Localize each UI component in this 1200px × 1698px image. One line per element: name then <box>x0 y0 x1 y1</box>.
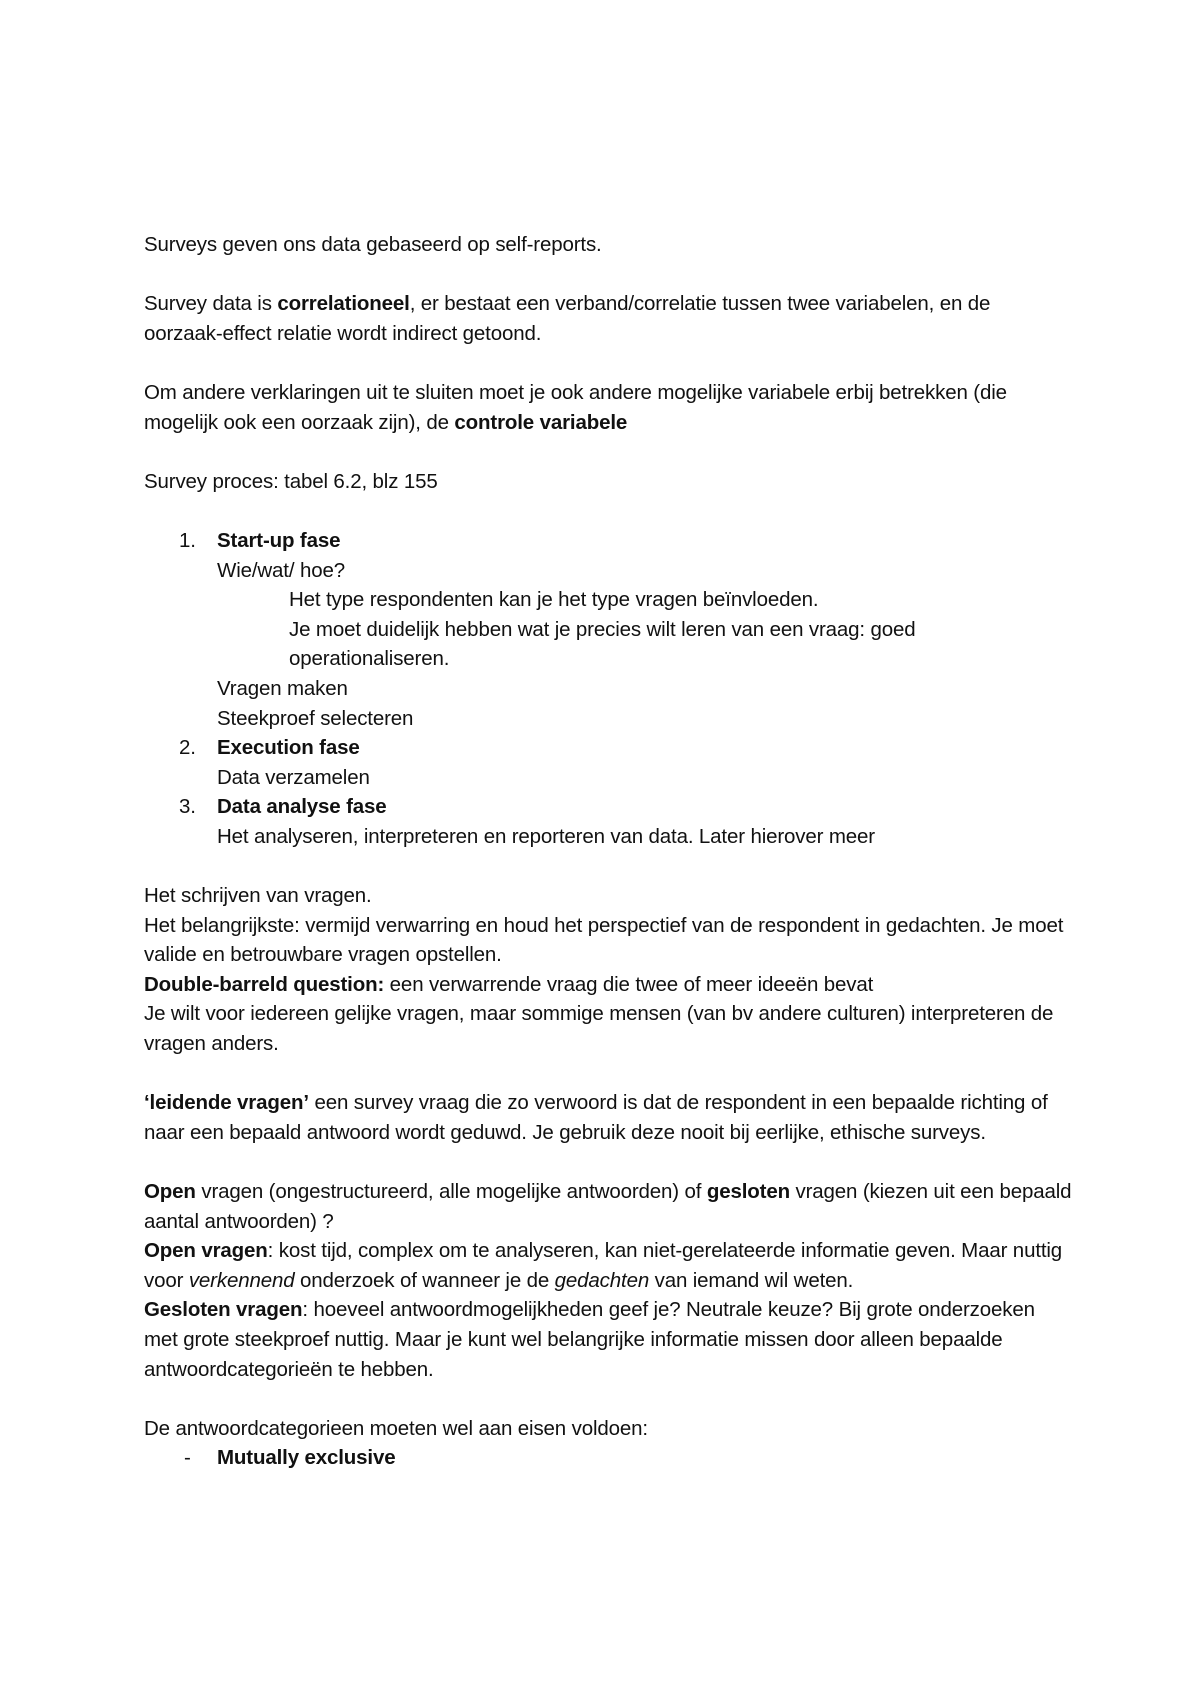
phase-line: Vragen maken <box>217 676 348 700</box>
paragraph-leading-questions <box>144 1088 1074 1147</box>
list-number: 3. <box>179 795 196 819</box>
text: Survey data is <box>144 292 278 316</box>
phase-title: Execution fase <box>217 736 360 760</box>
bold-term-correlationeel: correlationeel <box>277 292 410 316</box>
phase-line: Wie/wat/ hoe? <box>217 558 345 582</box>
list-item-mutually-exclusive <box>144 1443 1074 1473</box>
text: onderzoek of wanneer je de <box>294 1268 555 1292</box>
bold-term-open-vragen: Open vragen <box>144 1239 268 1263</box>
bold-term-open: Open <box>144 1180 196 1203</box>
text: vragen (ongestructureerd, alle mogelijke antwoorden) of <box>195 1180 707 1203</box>
list-item-phase-2 <box>144 733 1074 763</box>
paragraph-writing-questions: Het schrijven van vragen. <box>144 884 372 908</box>
italic-term-verkennend: verkennend <box>188 1268 295 1292</box>
bold-term-controle-variabele: controle variabele <box>454 410 628 434</box>
text: Om andere verklaringen uit te sluiten moet je ook andere mogelijke variabele erbij betrekken (die mogelijk ook een oorzaak zijn), de <box>144 380 1007 434</box>
list-number: 2. <box>179 736 196 760</box>
text: : kost tijd, complex om te analyseren, kan niet-gerelateerde informatie geven. Maar nuttig voor <box>144 1239 1063 1292</box>
bold-term-mutually-exclusive: Mutually exclusive <box>217 1446 396 1470</box>
phase-list <box>144 526 1074 852</box>
paragraph-correlational <box>144 289 1074 348</box>
text: een verwarrende vraag die twee of meer ideeën bevat <box>384 972 874 996</box>
list-item-phase-1 <box>144 526 1074 556</box>
text: , er bestaat een verband/correlatie tussen twee variabelen, en de oorzaak-effect relatie wordt indirect getoond. <box>144 292 991 345</box>
document-page <box>144 230 1074 1473</box>
phase-subline: operationaliseren. <box>289 647 450 671</box>
phase-subline: Je moet duidelijk hebben wat je precies wilt leren van een vraag: goed <box>289 617 916 641</box>
list-bullet: - <box>184 1446 191 1470</box>
paragraph-requirements: De antwoordcategorieen moeten wel aan eisen voldoen: <box>144 1416 648 1440</box>
text: vragen (kiezen uit een bepaald aantal antwoorden) ? <box>144 1180 1072 1233</box>
paragraph-open-questions <box>144 1236 1074 1295</box>
phase-title: Data analyse fase <box>217 795 387 819</box>
paragraph-surveys-intro: Surveys geven ons data gebaseerd op self-reports. <box>144 233 602 256</box>
text: een survey vraag die zo verwoord is dat de respondent in een bepaalde richting of naar een bepaald antwoord wordt geduwd. Je gebruik deze nooit bij eerlijke, ethische surveys. <box>144 1091 1048 1144</box>
bold-term-double-barreld: Double-barreld question: <box>144 972 385 996</box>
text: : hoeveel antwoordmogelijkheden geef je? Neutrale keuze? Bij grote onderzoeken met grote steekproef nuttig. Maar je kunt wel belangrijke informatie missen door alleen bepaalde antwoordcategorieën te hebben. <box>144 1298 1035 1381</box>
phase-line: Het analyseren, interpreteren en reporteren van data. Later hierover meer <box>217 824 875 848</box>
paragraph-equal-questions: Je wilt voor iedereen gelijke vragen, maar sommige mensen (van bv andere culturen) interpreteren de vragen anders. <box>144 1002 1054 1056</box>
bold-term-leidende-vragen: ‘leidende vragen’ <box>144 1091 309 1115</box>
paragraph-closed-questions <box>144 1295 1074 1384</box>
phase-line: Steekproef selecteren <box>217 706 414 730</box>
paragraph-survey-process: Survey proces: tabel 6.2, blz 155 <box>144 469 438 493</box>
list-item-phase-3 <box>144 792 1074 822</box>
italic-term-gedachten: gedachten <box>554 1268 650 1292</box>
paragraph-open-closed <box>144 1177 1074 1236</box>
paragraph-double-barreled <box>144 970 1074 1000</box>
phase-subline: Het type respondenten kan je het type vragen beïnvloeden. <box>289 588 819 612</box>
bold-term-gesloten-vragen: Gesloten vragen <box>144 1298 303 1322</box>
bold-term-gesloten: gesloten <box>706 1180 790 1203</box>
phase-title: Start-up fase <box>217 528 341 552</box>
list-number: 1. <box>179 528 196 552</box>
phase-line: Data verzamelen <box>217 765 370 789</box>
paragraph-control-variable <box>144 378 1074 437</box>
paragraph-most-important: Het belangrijkste: vermijd verwarring en houd het perspectief van de respondent in gedachten. Je moet valide en betrouwbare vragen opstellen. <box>144 913 1064 967</box>
text: van iemand wil weten. <box>649 1268 854 1292</box>
